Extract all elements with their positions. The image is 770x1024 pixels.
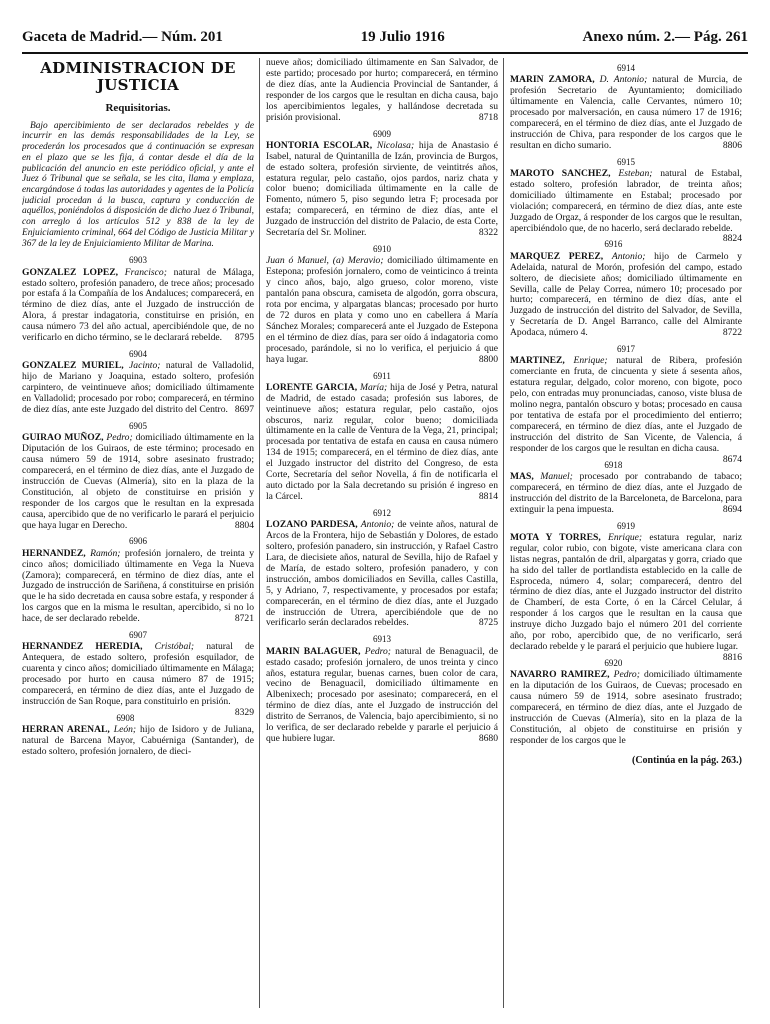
entry-code: 8800 — [478, 353, 498, 365]
entry-number: 6910 — [373, 244, 391, 255]
entry-number: 6908 — [116, 712, 135, 723]
column-divider — [259, 58, 260, 1008]
requisitoria-entry — [266, 256, 498, 365]
entry-name: LOZANO PARDESA, — [266, 519, 358, 531]
entry-name: MAS, — [510, 470, 534, 482]
requisitoria-entry — [266, 141, 498, 239]
entry-number: 6914 — [617, 63, 635, 73]
entry-code: 8725 — [478, 617, 498, 629]
entry-code: 8814 — [478, 491, 498, 503]
entry-given-name: Enrique; — [608, 531, 643, 543]
entry-given-name: Enrique; — [573, 355, 608, 367]
entry-body: profesión jornalero, de treinta y cinco años; domiciliado últimamente en Vega la Nueva (Zamora); comparecerá, en término de diez días, ante el Juzgado de instrucción de Sariñena, á constituirse en prisión que le ha sido decretada en causa sobre estafa, y responder á los cargos que en la misma le resultan, apercibido, si no lo hace, de ser declarado rebelde. — [22, 547, 254, 625]
entry-given-name: María; — [360, 381, 388, 393]
entry-body: natural de Murcia, de profesión Secretario de Ayuntamiento; domiciliado últimamente en Valencia, calle Cervantes, número 10; procesado por malversación, en causa número 17 de 1916; comparecerá, en el término de diez días, ante el Juzgado de instrucción de Chiva, para responder de los cargos que le resultan en dicho sumario. — [510, 74, 742, 151]
entry-body: hijo de Isidoro y de Juliana, natural de Barcena Mayor, Cabuérniga (Santander), de estado soltero, profesión jornalero, de dieci- — [22, 724, 254, 758]
entry-given-name: León; — [113, 724, 137, 736]
entry-name: MARTINEZ, — [510, 355, 565, 367]
requisitoria-entry — [266, 520, 498, 629]
entry-number: 6915 — [617, 156, 635, 167]
entry-list — [22, 255, 254, 758]
section-title: ADMINISTRACION DE JUSTICIA — [40, 59, 236, 95]
entry-given-name: D. Antonio; — [599, 74, 648, 86]
entry-number: 6917 — [617, 344, 635, 355]
entry-given-name: Ramón; — [90, 547, 121, 559]
entry-list — [266, 58, 498, 745]
entry-body: hija de Anastasio é Isabel, natural de Quintanilla de Izán, provincia de Burgos, de estado soltera, profesión sirviente, de veintitrés años, estatura regular, pelo castaño, ojos pardos, nariz chata y color bueno; domiciliada últimamente en la calle de Fomento, número 5, piso segundo letra F; procesada por estafa; comparecerá, en término de diez días, ante el Juzgado de instrucción del distrito de Palacio, de esta Corte, Secretaría del Sr. Moliner. — [266, 139, 498, 239]
entry-name: HONTORIA ESCOLAR, — [266, 139, 373, 151]
entry-number: 6903 — [129, 255, 147, 266]
entry-list — [510, 63, 742, 747]
requisitoria-entry — [510, 670, 742, 746]
requisitoria-entry — [22, 433, 254, 531]
requisitoria-entry — [22, 268, 254, 344]
header-date: 19 Julio 1916 — [360, 28, 445, 45]
header-page-number: Anexo núm. 2.— Pág. 261 — [582, 28, 748, 45]
entry-body: natural de Estabal, estado soltero, profesión labrador, de treinta años; domiciliado últimamente en Estabal; procesado por violación; comparecerá, en término de diez días, ante este Juzgado de Orgaz, á responder de los cargos que le resultan, apercibiéndolo que, de no hacerlo, será declarado rebelde. — [510, 167, 742, 234]
entry-given-name: Juan ó Manuel, (a) Meravio; — [266, 255, 384, 267]
entry-code: 8806 — [722, 139, 742, 151]
entry-number: 6906 — [129, 536, 147, 547]
column-3 — [510, 58, 742, 1010]
requisitoria-entry — [22, 361, 254, 416]
entry-code: 8694 — [722, 503, 742, 515]
entry-code: 8718 — [478, 111, 498, 123]
entry-body: natural de Málaga, estado soltero, profesión panadero, de trece años; procesado por estafa á la Compañía de los Andaluces; comparecerá, en término de diez días, ante el Juzgado de instrucción de Alora, á prestar indagatoria, constituirse en prisión, en causa número 73 del año actual, apercibiéndole que, de no verificarlo en dicho término, se le declarará rebelde. — [22, 266, 254, 344]
entry-given-name: Manuel; — [540, 470, 573, 482]
continuation-note: (Continúa en la pág. 263.) — [631, 754, 742, 766]
entry-number: 6904 — [129, 349, 147, 360]
entry-given-name: Pedro; — [364, 645, 391, 657]
column-2 — [266, 58, 498, 1010]
entry-given-name: Antonio; — [611, 250, 646, 262]
entry-code: 8804 — [234, 519, 254, 531]
entry-code: 8824 — [722, 233, 742, 245]
entry-number: 6916 — [604, 239, 623, 250]
entry-number: 6911 — [373, 370, 391, 381]
entry-body: estatura regular, nariz regular, color rubio, con bigote, viste americana clara con listas negras, pantalón de dril, alpargatas y gorra, criado que ha sido del taller de portlandista establecido en la calle de Esproceda, número 4, solar; comparecerá, dentro del término de diez días, ante el Juzgado instructor del distrito de Chamberí, de esta Corte, ó en la Cárcel Celular, á responder á los cargos que le resultan en la causa que instruye dicho Juzgado bajo el número 201 del corriente año, por robo, apercibido que, de no verificarlo, será declarado rebelde y le parará el perjuicio que hubiere lugar. — [510, 531, 742, 653]
entry-name: MARIN ZAMORA, — [510, 74, 595, 86]
column-divider — [503, 58, 504, 1008]
entry-body: natural de Ribera, profesión comerciante en fruta, de cincuenta y siete á sesenta años, estatura regular, delgado, color moreno, con bigote, poco pelo, con entradas muy pronunciadas, canoso, viste blusa de molino negra, pantalón obscuro y botas; procesado en causa por tentativa de estafa por el procedimiento del entierro; comparecerá, en término de diez días, ante el Juzgado de instrucción del distrito de San Vicente, de Valencia, á responder de los cargos que le resultan en dicha causa. — [510, 355, 742, 454]
requisitoria-entry — [510, 472, 742, 516]
entry-body: domiciliado últimamente en Estepona; profesión jornalero, como de veinticinco á treinta y cinco años, bajo, algo grueso, color moreno, viste pantalón pana obscura, camiseta de algodón, gorra obscura, rota por encima, y alpargatas blancas; procesado por hurto de 72 duros en plata y como uno en cabellera á María Sánchez Morales; comparecerá ante el Juzgado de Estepona en el término de diez días, para ser oído á indagatoria como procesado, parándole, si no lo verifica, el perjuicio á que haya lugar. — [266, 255, 498, 365]
header-rule — [22, 52, 748, 54]
entry-name: GONZALEZ MURIEL, — [22, 360, 124, 372]
entry-given-name: Jacinto; — [129, 360, 161, 372]
entry-code: 8721 — [234, 613, 254, 625]
entry-number: 6918 — [604, 459, 623, 470]
entry-name: GONZALEZ LOPEZ, — [22, 266, 119, 278]
requisitoria-entry — [22, 725, 254, 758]
entry-given-name: Esteban; — [618, 167, 653, 179]
entry-body: de veinte años, natural de Arcos de la Frontera, hijo de Sebastián y Dolores, de estado soltero, profesión panadero, sin instrucción, y Rafael Castro Lara, de diecisiete años, natural de Sevilla, hijo de Rafael y de María, de estado soltero, profesión panadero, y con instrucción, ambos domiciliados en Sevilla, calles Castilla, 5, y Adriano, 7, respectivamente, y procesados por estafa; comparecerán, en el término de diez días, ante el Juzgado de instrucción de Utrera, apercibiéndole que de no verificarlo serán declarados rebeldes. — [266, 519, 498, 629]
entry-name: MOTA Y TORRES, — [510, 531, 601, 543]
section-intro: Bajo apercibimiento de ser declarados rebeldes y de incurrir en las demás responsabilidades de la Ley, se procederán los procesados que á continuación se expresan en el plazo que se les fija, á contar desde el día de la publicación del anuncio en este periódico oficial, y ante el Juez ó Tribunal que se señala, se les cita, llama y emplaza, encargándose á todas las autoridades y agentes de la Policía judicial procedan á la busca, captura y conducción de aquéllos, poniéndolos á disposición de dicho Juez ó Tribunal, con arreglo á los artículos 512 y 838 de la ley de Enjuiciamiento criminal, 664 del Código de Justicia Militar y 367 de la ley de Enjuiciamiento Militar de Marina. — [22, 120, 254, 249]
entry-number: 6919 — [617, 520, 635, 531]
requisitoria-entry — [266, 58, 498, 124]
entry-given-name: Nicolasa; — [376, 139, 415, 151]
entry-body: natural de Valladolid, hijo de Mariano y Joaquina, estado soltero, profesión carpintero, de veintinueve años; domiciliado últimamente en Valladolid; procesado por robo; comparecerá, en término de diez días, ante este Juzgado del distrito del Centro. — [22, 360, 254, 415]
entry-name: MARIN BALAGUER, — [266, 645, 361, 657]
entry-name: MARQUEZ PEREZ, — [510, 250, 604, 262]
entry-code: 8329 — [234, 706, 254, 718]
entry-name: NAVARRO RAMIREZ, — [510, 669, 610, 681]
entry-name: HERRAN ARENAL, — [22, 724, 110, 736]
entry-code: 8722 — [722, 327, 742, 339]
entry-body: natural de Antequera, de estado soltero, profesión esquilador, de cuarenta y cinco años; domiciliado últimamente en Málaga; procesado por hurto en causa número 87 de 1915; comparecerá, en término de diez días, ante el Juzgado de instrucción de San Roque, para constituirlo en prisión. — [22, 641, 254, 708]
section-subtitle: Requisitorias. — [105, 102, 171, 115]
entry-code: 8795 — [234, 332, 254, 344]
entry-number: 6913 — [373, 634, 391, 645]
column-1 — [22, 58, 254, 1010]
entry-name: HERNANDEZ HEREDIA, — [22, 641, 143, 653]
entry-number: 6909 — [373, 128, 391, 139]
entry-code: 8680 — [478, 733, 498, 745]
entry-body: natural de Benaguacil, de estado casado; profesión jornalero, de unos treinta y cinco años, estatura regular, buenas carnes, buen color de cara, vecino de Benaguacil, domiciliado últimamente en Albenixech; procesado por asesinato; comparecerá, en el término de diez días, ante el Juzgado de instrucción del distrito de Serranos, de Valencia, bajo apercibimiento, si no lo verifica, de ser declarado rebelde y pararle el perjuicio á que hubiere lugar. — [266, 645, 498, 745]
entry-given-name: Francisco; — [124, 266, 167, 278]
page-header — [22, 24, 748, 50]
entry-name: LORENTE GARCIA, — [266, 381, 358, 393]
entry-number: 6912 — [373, 507, 391, 518]
header-publication: Gaceta de Madrid.— Núm. 201 — [22, 28, 223, 45]
entry-name: HERNANDEZ, — [22, 547, 86, 559]
entry-code: 8816 — [722, 651, 742, 663]
entry-given-name: Antonio; — [360, 519, 395, 531]
requisitoria-entry — [266, 647, 498, 745]
entry-body: nueve años; domiciliado últimamente en San Salvador, de este partido; procesado por hurto; comparecerá, en término de diez días, ante la Audiencia Provincial de Santander, á responder de los cargos que le resultan en dicha causa, bajo los apercibimientos legales, y hallándose decretada su prisión provisional. — [266, 58, 498, 123]
entry-code: 8322 — [478, 227, 498, 239]
entry-body: domiciliado últimamente en la Diputación de los Guiraos, de este término; procesado en causa número 59 de 1914, sobre asesinato frustrado; comparecerá, en el término de diez días, ante el Juzgado de instrucción de Cuevas (Almería), sito en la plaza de la Constitución, al objeto de constituirse en prisión y responder de los cargos que le resultan en la expresada causa, apercibido que de no verificarlo le parará el perjuicio que haya lugar en Derecho. — [22, 432, 254, 531]
entry-body: hija de José y Petra, natural de Madrid, de estado casada; profesión sus labores, de veintinueve años; estatura regular, pelo castaño, ojos obscuros, nariz regular, color bueno; domiciliada últimamente en la calle de Ventura de la Vega, 21, principal; procesada por tentativa de estafa en causa en causa número 134 de 1915; comparecerá, en el término de diez días, ante el Juzgado instructor del distrito del Congreso, de esta Corte, Secretaría del señor Novella, á fin de notificarla el auto dictado por la Sala decretando su prisión é ingreso en la Cárcel. — [266, 381, 498, 503]
requisitoria-entry — [510, 252, 742, 339]
entry-name: GUIRAO MUÑOZ, — [22, 432, 104, 444]
entry-given-name: Pedro; — [613, 669, 640, 681]
requisitoria-entry — [510, 75, 742, 151]
entry-body: procesado por contrabando de tabaco; comparecerá, en término de diez días, ante el Juzgado de instrucción del distrito de la Barceloneta, de Barcelona, para extinguir la pena impuesta. — [510, 470, 742, 515]
entry-given-name: Cristóbal; — [154, 641, 195, 653]
entry-number: 6920 — [604, 657, 623, 668]
requisitoria-entry — [266, 383, 498, 503]
entry-code: 8697 — [234, 403, 254, 415]
entry-number: 6905 — [129, 420, 147, 431]
entry-name: MAROTO SANCHEZ, — [510, 167, 611, 179]
entry-given-name: Pedro; — [106, 432, 133, 444]
entry-body: hijo de Carmelo y Adelaida, natural de Morón, profesión del campo, estado soltero, de diecisiete años; domiciliado últimamente en Sevilla, calle de Pelay Correa, número 10; procesado por hurto; comparecerá, en término de diez días, ante el Juzgado de instrucción del distrito del Salvador, de Sevilla, y Secretaría de D. Angel Barranco, calle del Almirante Apodaca, número 4. — [510, 250, 742, 339]
entry-code: 8674 — [722, 453, 742, 465]
entry-body: domiciliado últimamente en la diputación de los Guiraos, de Cuevas; procesado en causa número 59 de 1914, sobre asesinato frustrado; comparecerá, en término de diez días, ante el Juzgado de instrucción de Cuevas (Almería), sito en la plaza de la Constitución, al objeto de constituirse en prisión y responder de los cargos que le — [510, 669, 742, 746]
entry-number: 6907 — [129, 630, 147, 641]
requisitoria-entry — [22, 549, 254, 625]
